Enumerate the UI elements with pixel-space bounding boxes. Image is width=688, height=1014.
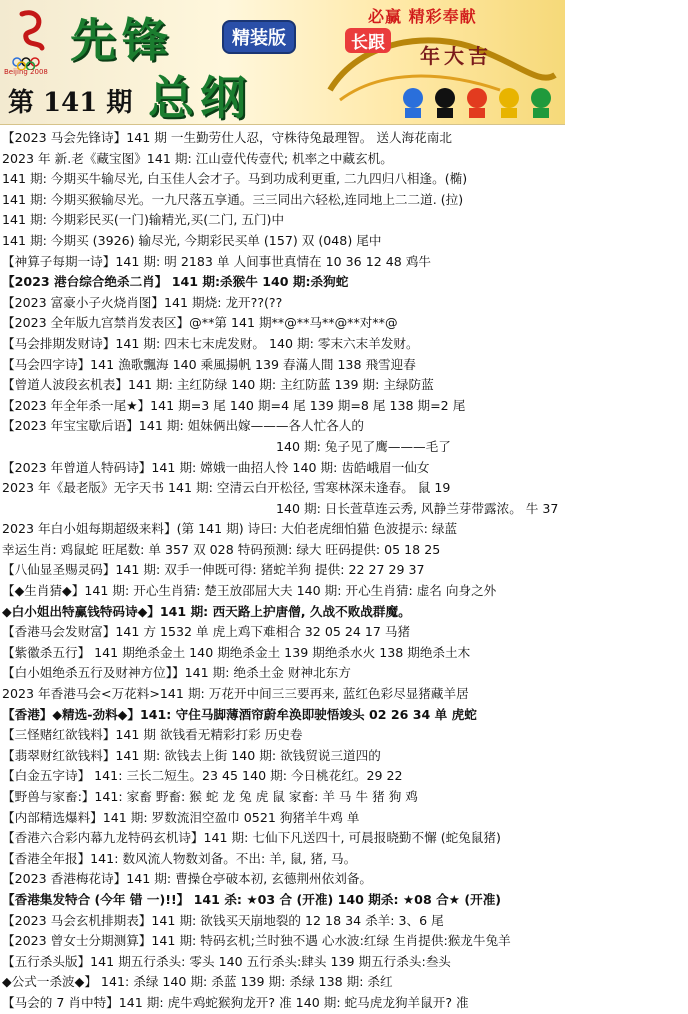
prediction-list xyxy=(0,128,688,1014)
follow-badge: 长跟 xyxy=(345,28,391,53)
text-line: 【香港集发特合 (今年 错 一)!!】 141 杀: ★03 合 (开准) 140 期杀: ★08 合★ (开准) xyxy=(2,891,502,907)
text-line: 【神算子每期一诗】141 期: 明 2183 单 人间事世真情在 10 36 12 48 鸡牛 xyxy=(2,253,431,269)
text-line: 【2023 曾女士分期测算】141 期: 特码玄机;兰时独不遇 心水波:红绿 生肖提供:猴龙牛兔羊 xyxy=(2,933,511,949)
banner-title-top: 先锋 xyxy=(70,13,174,67)
text-line: ◆公式一杀波◆】 141: 杀绿 140 期: 杀蓝 139 期: 杀绿 138 期: 杀红 xyxy=(2,974,393,990)
text-line: 【翡翠财红欲钱料】141 期: 欲钱去上街 140 期: 欲钱贸说三道四的 xyxy=(2,747,381,763)
text-line: 140 期: 兔子见了鹰———毛了 xyxy=(276,438,451,454)
text-line: 【马会的 7 肖中特】141 期: 虎牛鸡蛇猴狗龙开? 准 140 期: 蛇马虎龙狗羊鼠开? 准 xyxy=(2,994,469,1010)
text-line: 140 期: 日长萱草连云秀, 风静兰芽带露浓。 牛 37 xyxy=(276,500,559,516)
text-line: 【白金五字诗】 141: 三长二短生。23 45 140 期: 今日桃花红。29 22 xyxy=(2,768,403,784)
text-line: ◆白小姐出特赢钱特码诗◆】141 期: 西天路上护唐僧, 久战不败战群魔。 xyxy=(2,603,411,619)
text-line: 【香港六合彩内幕九龙特码玄机诗】141 期: 七仙下凡送四十, 可晨报晓勤不懈 (蛇兔鼠猪) xyxy=(2,830,501,846)
text-line: 【2023 年曾道人特码诗】141 期: 嫦娥一曲招人怜 140 期: 齿皓峨眉一仙女 xyxy=(2,459,430,475)
text-line: 141 期: 今期买猴输尽光。一九尺落五享通。三三同出六轻松,连同地上二二道. (拉) xyxy=(2,191,464,207)
text-line: 【2023 马会先锋诗】141 期 一生勤劳仕人忍，守株待兔最理智。 送人海花南北 xyxy=(2,130,452,145)
text-line: 幸运生肖: 鸡鼠蛇 旺尾数: 单 357 双 028 特码预测: 绿大 旺码提供: 05 18 25 xyxy=(2,541,441,557)
text-line: 【马会排期发财诗】141 期: 四末七末虎发财。 140 期: 零末六末羊发财。 xyxy=(2,335,419,351)
text-line: 141 期: 今期彩民买(一门)输精光,买(二门, 五门)中 xyxy=(2,212,285,228)
text-line: 【2023 年宝宝歇后语】141 期: 姐妹俩出嫁———各人忙各人的 xyxy=(2,418,364,434)
header-banner xyxy=(0,0,565,125)
text-line: 【2023 马会玄机排期表】141 期: 欲钱买天崩地裂的 12 18 34 杀羊: 3、6 尾 xyxy=(2,912,444,928)
text-line: 2023 年白小姐每期超级来料】(第 141 期) 诗曰: 大伯老虎细怕猫 色波提示: 绿蓝 xyxy=(2,521,458,537)
text-line: 【2023 港台综合绝杀二肖】 141 期:杀猴牛 140 期:杀狗蛇 xyxy=(2,274,349,290)
text-line: 【香港】◆精选-劲料◆】141: 守住马脚薄酒帘蔚牟涣即驶悟竣头 02 26 34 单 虎蛇 xyxy=(2,706,477,722)
text-line: 【八仙显圣赐灵码】141 期: 双手一伸既可得: 猪蛇羊狗 提供: 22 27 29 37 xyxy=(2,562,425,578)
text-line: 【2023 富豪小子火烧肖图】141 期烧: 龙开??(?? xyxy=(2,294,283,310)
text-line: 2023 年香港马会<万花料>141 期: 万花开中间三三要再来, 蓝红色彩尽显猪藏羊居 xyxy=(2,686,469,702)
banner-title-bottom: 总纲 xyxy=(148,71,252,125)
text-line: 【白小姐绝杀五行及财神方位】】141 期: 绝杀土金 财神北东方 xyxy=(2,665,351,681)
banner-slogan: 必赢 精彩奉献 xyxy=(368,7,477,26)
text-line: 【◆生肖猜◆】141 期: 开心生肖猜: 楚王放邵屈大夫 140 期: 开心生肖猜: 虚名 向身之外 xyxy=(2,583,497,599)
edition-badge: 精装版 xyxy=(222,20,296,54)
text-line: 【野兽与家畜:】141: 家畜 野畜: 猴 蛇 龙 兔 虎 鼠 家畜: 羊 马 牛 猪 狗 鸡 xyxy=(2,789,418,804)
text-line: 【五行杀头版】141 期五行杀头: 零头 140 五行杀头:肆头 139 期五行杀头:叁头 xyxy=(2,953,451,969)
mascots-icon xyxy=(395,80,560,120)
text-line: 【香港全年报】141: 数风流人物数刘备。不出: 羊, 鼠, 猪, 马。 xyxy=(2,850,357,866)
text-line: 【内部精选爆料】141 期: 罗数流泪空盈巾 0521 狗猪羊牛鸡 单 xyxy=(2,809,360,825)
text-line: 2023 年 新.老《藏宝图》141 期: 江山壹代传壹代; 机率之中藏玄机。 xyxy=(2,150,393,166)
text-line: 141 期: 今期买 (3926) 输尽光, 今期彩民买单 (157) 双 (048) 尾中 xyxy=(2,232,382,248)
issue-number: 第 141 期 xyxy=(8,88,133,118)
text-line: 【曾道人波段玄机表】141 期: 主红防绿 140 期: 主红防蓝 139 期: 主绿防蓝 xyxy=(2,377,434,393)
banner-greeting: 年大吉 xyxy=(420,44,492,68)
text-line: 【2023 全年版九宫禁肖发表区】@**第 141 期**@**马**@**对**@ xyxy=(2,315,398,331)
text-line: 【三怪赌红欲钱料】141 期 欲钱看无精彩打彩 历史卷 xyxy=(2,727,303,743)
emblem-caption: Beijing 2008 xyxy=(4,68,48,76)
text-line: 【2023 香港梅花诗】141 期: 曹操仓亭破本初, 玄德荆州依刘备。 xyxy=(2,871,373,887)
text-line: 【香港马会发财富】141 方 1532 单 虎上鸡下难相合 32 05 24 17 马猪 xyxy=(2,624,411,640)
text-line: 【马会四字诗】141 漁歌飄海 140 乘風揚帆 139 春滿人間 138 飛雪迎春 xyxy=(2,356,416,372)
olympic-emblem-icon xyxy=(8,8,54,70)
text-line: 【紫徽杀五行】 141 期绝杀金土 140 期绝杀金土 139 期绝杀水火 138 期绝杀土木 xyxy=(2,644,471,660)
text-line: 2023 年《最老版》无字天书 141 期: 空清云白开松径, 雪寒林深未逢春。 鼠 19 xyxy=(2,480,451,496)
text-line: 141 期: 今期买牛输尽光, 白玉佳人会才子。马到功成利更重, 二九四归八相逢。(椭) xyxy=(2,171,468,187)
text-line: 【2023 年全年杀一尾★】141 期=3 尾 140 期=4 尾 139 期=8 尾 138 期=2 尾 xyxy=(2,397,466,413)
